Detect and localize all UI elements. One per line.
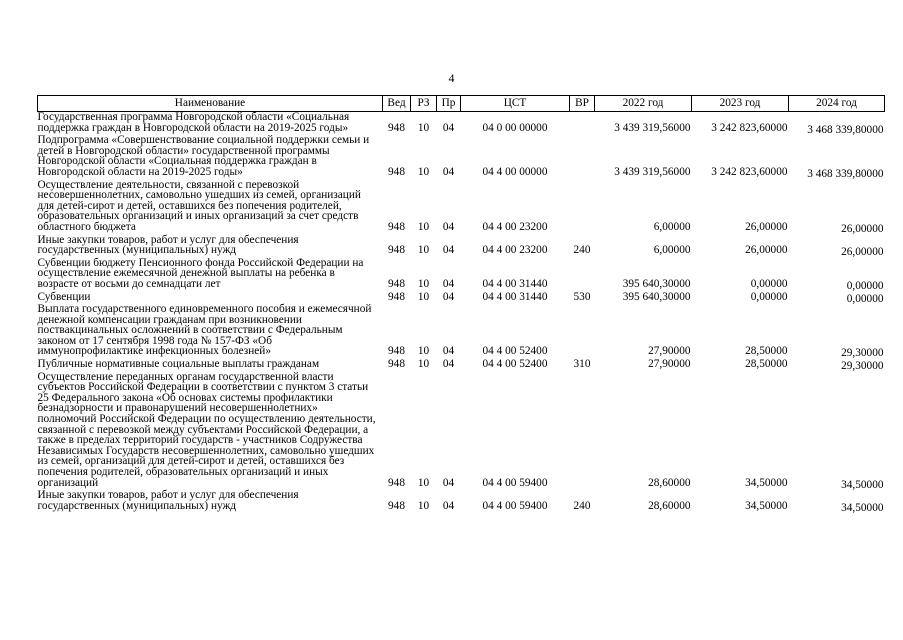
cell-2023: 26,00000: [745, 220, 788, 233]
header-vr: ВР: [570, 96, 595, 112]
cell-pr: 04: [442, 244, 455, 257]
cell-cst: 04 4 00 23200: [482, 220, 548, 233]
cell-2024: 29,30000: [841, 360, 884, 373]
cell-ved: 948: [388, 345, 405, 358]
cell-2023: 34,50000: [745, 499, 788, 512]
cell-vr: [570, 372, 595, 491]
cell-cst: 04 4 00 59400: [482, 476, 548, 489]
cell-name: Государственная программа Новгородской области «Социальная поддержка граждан в Новгородской области на 2019-2025 годы»: [37, 111, 350, 134]
header-name: Наименование: [38, 96, 383, 112]
cell-name: Публичные нормативные социальные выплаты гражданам: [37, 358, 320, 371]
cell-2022: 27,90000: [648, 345, 691, 358]
cell-cst: 04 4 00 59400: [482, 499, 548, 512]
cell-2022: 6,00000: [653, 220, 691, 233]
cell-rz: 10: [417, 345, 430, 358]
cell-cst: 04 4 00 23200: [482, 244, 548, 257]
cell-vr: [570, 258, 595, 292]
cell-2023: 3 242 823,60000: [711, 121, 788, 134]
cell-2024: 34,50000: [841, 478, 884, 491]
cell-ved: 948: [388, 476, 405, 489]
cell-rz: 10: [417, 277, 430, 290]
cell-rz: 10: [417, 499, 430, 512]
cell-name: Иные закупки товаров, работ и услуг для обеспечения государственных (муниципальных) нужд: [37, 489, 299, 512]
cell-2024: 3 468 339,80000: [807, 167, 884, 180]
cell-name: Выплата государственного единовременного пособия и ежемесячной денежной компенсации гражданам при возникновении поствакцинальных осложнений в соответствии с Федеральным законом от 17 сентября 1998 года № 157-ФЗ «Об иммунопрофилактике инфекционных болезней»: [37, 303, 372, 358]
cell-2024: 3 468 339,80000: [807, 123, 884, 136]
cell-pr: 04: [442, 220, 455, 233]
cell-rz: 10: [417, 290, 430, 303]
cell-vr: 310: [573, 358, 591, 371]
cell-name: Подпрограмма «Совершенствование социальной поддержки семьи и детей в Новгородской области» государственной программы Новгородской области «Социальная поддержка граждан в Новгородской области на 2019-2025 годы»: [37, 134, 370, 178]
table-body: [38, 112, 885, 514]
cell-2023: 34,50000: [745, 476, 788, 489]
table-row: [38, 180, 885, 235]
cell-pr: 04: [442, 358, 455, 371]
table-row: [38, 258, 885, 292]
cell-rz: 10: [417, 476, 430, 489]
cell-2022: 3 439 319,56000: [614, 165, 691, 178]
cell-ved: 948: [388, 244, 405, 257]
cell-vr: [570, 304, 595, 359]
cell-name: Иные закупки товаров, работ и услуг для обеспечения государственных (муниципальных) нужд: [37, 233, 299, 257]
table-header: [38, 96, 885, 112]
cell-pr: 04: [442, 290, 455, 303]
header-row: [38, 96, 885, 112]
cell-pr: 04: [442, 345, 455, 358]
header-cst: ЦСТ: [461, 96, 570, 112]
cell-cst: 04 4 00 31440: [482, 290, 548, 303]
cell-rz: 10: [417, 220, 430, 233]
cell-cst: 04 4 00 52400: [482, 358, 548, 371]
cell-rz: 10: [417, 244, 430, 257]
cell-vr: [570, 135, 595, 179]
cell-vr: [570, 112, 595, 136]
cell-2022: 28,60000: [648, 476, 691, 489]
cell-pr: 04: [442, 277, 455, 290]
cell-rz: 10: [417, 165, 430, 178]
cell-2022: 395 640,30000: [622, 277, 691, 290]
cell-2022: 3 439 319,56000: [614, 121, 691, 134]
table-row: [38, 235, 885, 258]
cell-2024: 0,00000: [846, 292, 884, 305]
cell-2022: 28,60000: [648, 499, 691, 512]
cell-2024: 29,30000: [841, 347, 884, 360]
cell-name: Осуществление деятельности, связанной с перевозкой несовершеннолетних, самовольно ушедших из семей, организаций для детей-сирот и детей, оставшихся без попечения родителей, образовательных организаций и иных организаций за счет средств областного бюджета: [37, 178, 361, 233]
cell-ved: 948: [388, 165, 405, 178]
cell-ved: 948: [388, 290, 405, 303]
cell-2024: 26,00000: [841, 222, 884, 235]
cell-ved: 948: [388, 277, 405, 290]
cell-2023: 0,00000: [750, 277, 788, 290]
table-row: [38, 135, 885, 179]
cell-ved: 948: [388, 358, 405, 371]
cell-2022: 6,00000: [653, 244, 691, 257]
cell-ved: 948: [388, 121, 405, 134]
cell-2022: 395 640,30000: [622, 290, 691, 303]
table-row: [38, 490, 885, 513]
table-row: [38, 372, 885, 491]
header-2024: 2024 год: [789, 96, 885, 112]
cell-vr: [570, 180, 595, 235]
cell-2024: 0,00000: [846, 279, 884, 292]
header-rz: РЗ: [411, 96, 437, 112]
cell-cst: 04 4 00 31440: [482, 277, 548, 290]
header-2022: 2022 год: [595, 96, 692, 112]
cell-name: Субвенции: [37, 290, 91, 303]
table-row: [38, 359, 885, 372]
cell-2023: 3 242 823,60000: [711, 165, 788, 178]
page-number: 4: [448, 71, 455, 85]
cell-rz: 10: [417, 358, 430, 371]
cell-vr: 240: [573, 499, 591, 512]
cell-2024: 34,50000: [841, 501, 884, 514]
cell-pr: 04: [442, 121, 455, 134]
cell-2024: 26,00000: [841, 246, 884, 259]
header-2023: 2023 год: [692, 96, 789, 112]
cell-2023: 26,00000: [745, 244, 788, 257]
table-row: [38, 304, 885, 359]
cell-pr: 04: [442, 165, 455, 178]
cell-2022: 27,90000: [648, 358, 691, 371]
cell-name: Субвенции бюджету Пенсионного фонда Российской Федерации на осуществление ежемесячной денежной выплаты на ребенка в возрасте от восьми до семнадцати лет: [37, 256, 364, 290]
cell-vr: 530: [573, 290, 591, 303]
cell-2023: 0,00000: [750, 290, 788, 303]
header-pr: Пр: [437, 96, 461, 112]
budget-table: [37, 95, 885, 513]
cell-ved: 948: [388, 499, 405, 512]
cell-cst: 04 4 00 52400: [482, 345, 548, 358]
cell-2023: 28,50000: [745, 345, 788, 358]
cell-cst: 04 0 00 00000: [482, 121, 548, 134]
cell-pr: 04: [442, 499, 455, 512]
cell-pr: 04: [442, 476, 455, 489]
cell-cst: 04 4 00 00000: [482, 165, 548, 178]
header-ved: Вед: [383, 96, 411, 112]
cell-rz: 10: [417, 121, 430, 134]
table-row: [38, 112, 885, 136]
cell-vr: 240: [573, 244, 591, 257]
cell-2023: 28,50000: [745, 358, 788, 371]
cell-name: Осуществление переданных органам государственной власти субъектов Российской Федерации в соответствии с пунктом 3 статьи 25 Федерального закона «Об основах системы профилактики безнадзорности и правонарушений несовершеннолетних» полномочий Российской Федерации по осуществлению деятельности, связанной с перевозкой между субъектами Российской Федерации, а также в пределах территорий государств - участников Содружества Независимых Государств несовершеннолетних, самовольно ушедших из семей, организаций для детей-сирот и детей, оставшихся без попечения родителей, образовательных организаций и иных организаций: [37, 370, 376, 489]
cell-ved: 948: [388, 220, 405, 233]
